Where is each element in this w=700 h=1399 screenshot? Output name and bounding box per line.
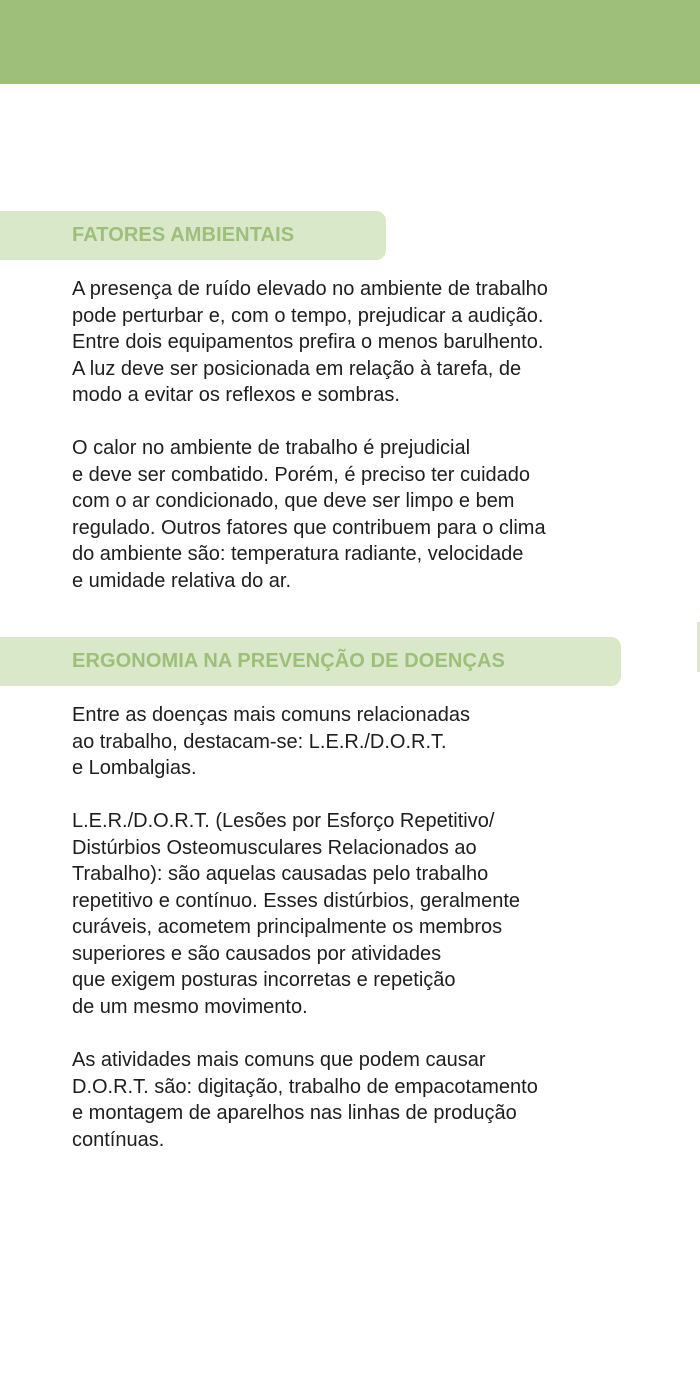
paragraph-ruido-luz: A presença de ruído elevado no ambiente de trabalho pode perturbar e, com o tempo, prejudicar a audição. Entre dois equipamentos prefira o menos barulhento. A luz deve ser posicionada em relação à tarefa, de modo a evitar os reflexos e sombras. <box>72 278 548 406</box>
paragraph-ler-dort: L.E.R./D.O.R.T. (Lesões por Esforço Repetitivo/ Distúrbios Osteomusculares Relacionados ao Trabalho): são aquelas causadas pelo trabalho repetitivo e contínuo. Esses distúrbios, geralmente curáveis, acometem principalmente os membros superiores e são causados por atividades que exigem posturas incorretas e repetição de um mesmo movimento. <box>72 810 521 1018</box>
top-color-band <box>0 0 700 84</box>
section-header-fatores-ambientais <box>0 211 386 260</box>
paragraph-doencas-comuns: Entre as doenças mais comuns relacionadas ao trabalho, destacam-se: L.E.R./D.O.R.T. e Lombalgias. <box>72 704 470 779</box>
paragraph-calor-clima: O calor no ambiente de trabalho é prejudicial e deve ser combatido. Porém, é preciso ter cuidado com o ar condicionado, que deve ser limpo e bem regulado. Outros fatores que contribuem para o clima do ambiente são: temperatura radiante, velocidade e umidade relativa do ar. <box>72 437 546 592</box>
paragraph-atividades-dort: As atividades mais comuns que podem causar D.O.R.T. são: digitação, trabalho de empacotamento e montagem de aparelhos nas linhas de produção contínuas. <box>72 1049 538 1151</box>
section-header-ergonomia <box>0 637 621 686</box>
section-title: FATORES AMBIENTAIS <box>72 224 295 246</box>
section-title: ERGONOMIA NA PREVENÇÃO DE DOENÇAS <box>72 650 505 672</box>
